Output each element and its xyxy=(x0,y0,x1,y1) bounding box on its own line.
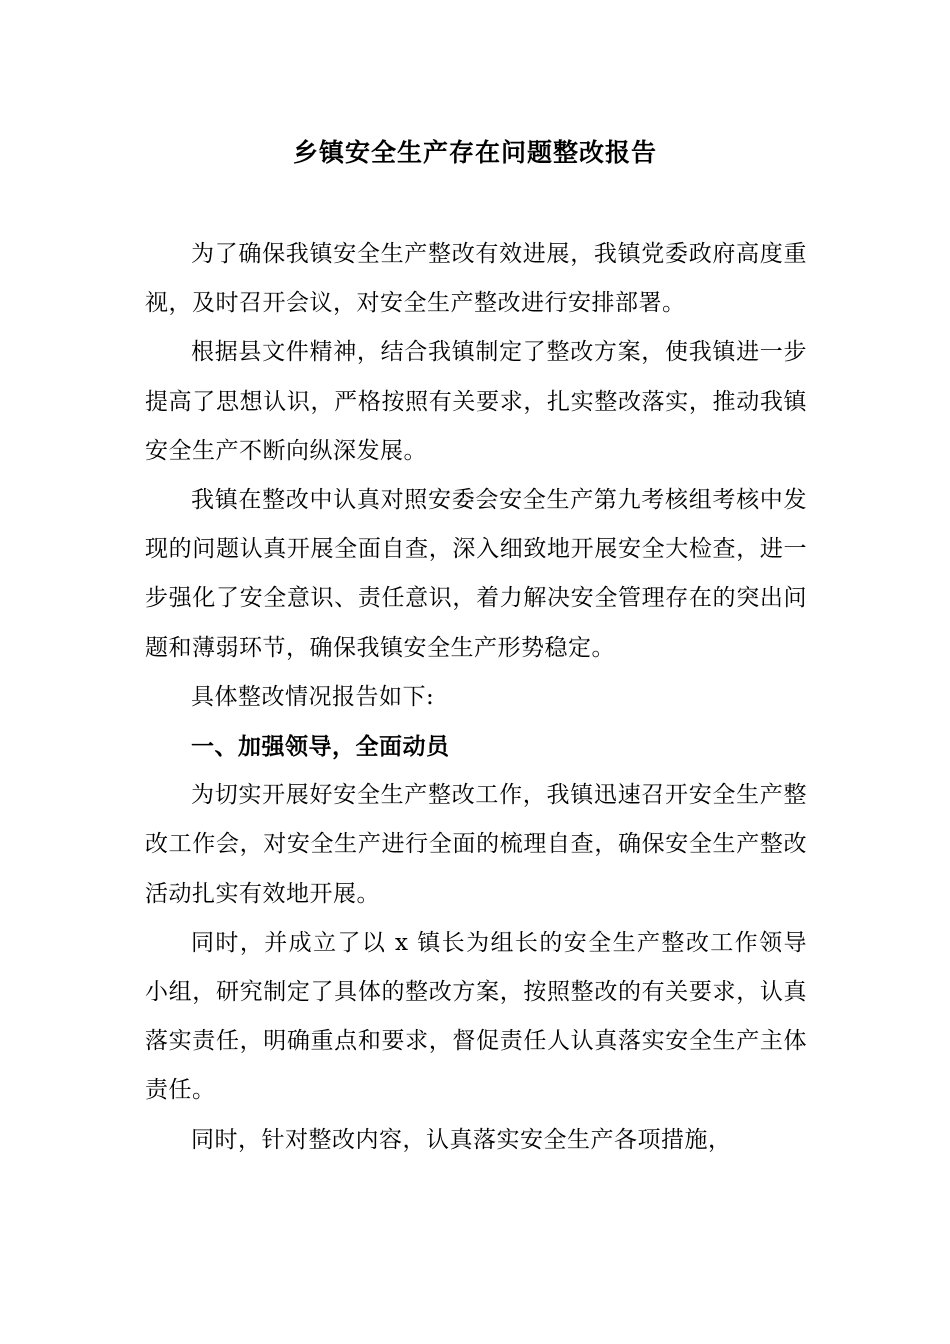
paragraph: 同时，针对整改内容，认真落实安全生产各项措施， xyxy=(191,1126,732,1153)
document-body xyxy=(145,230,807,1165)
document-title: 乡镇安全生产存在问题整改报告 xyxy=(292,138,657,167)
paragraph: 具体整改情况报告如下: xyxy=(191,683,435,710)
paragraph: 同时，并成立了以 x 镇长为组长的安全生产整改工作领导小组，研究制定了具体的整改方案，按照整改的有关要求，认真落实责任，明确重点和要求，督促责任人认真落实安全生产主体责任。 xyxy=(145,929,807,1104)
section-heading: 一、加强领导，全面动员 xyxy=(191,733,450,761)
paragraph: 根据县文件精神，结合我镇制定了整改方案，使我镇进一步提高了思想认识，严格按照有关要求，扎实整改落实，推动我镇安全生产不断向纵深发展。 xyxy=(145,339,807,464)
paragraph: 为了确保我镇安全生产整改有效进展，我镇党委政府高度重视，及时召开会议，对安全生产整改进行安排部署。 xyxy=(145,241,807,317)
paragraph: 我镇在整改中认真对照安委会安全生产第九考核组考核中发现的问题认真开展全面自查，深入细致地开展安全大检查，进一步强化了安全意识、责任意识，着力解决安全管理存在的突出问题和薄弱环节，确保我镇安全生产形势稳定。 xyxy=(145,487,807,661)
paragraph: 为切实开展好安全生产整改工作，我镇迅速召开安全生产整改工作会，对安全生产进行全面的梳理自查，确保安全生产整改活动扎实有效地开展。 xyxy=(145,782,807,907)
